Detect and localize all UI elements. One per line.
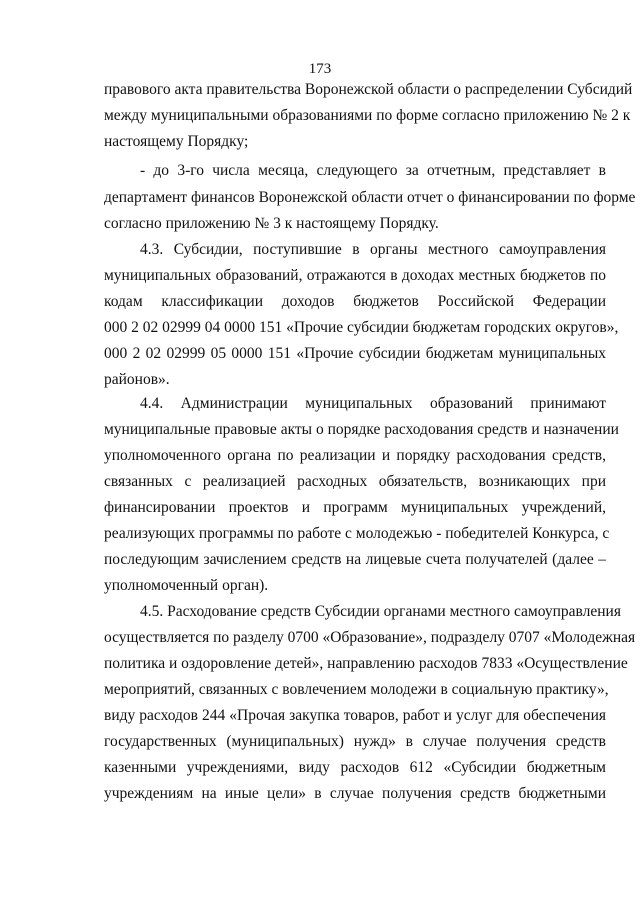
text-line: кодам классификации доходов бюджетов Российской Федерации — [104, 293, 606, 310]
text-line: мероприятий, связанных с вовлечением молодежи в социальную практику», — [104, 681, 609, 698]
text-line: казенными учреждениями, виду расходов 612 «Субсидии бюджетным — [104, 759, 606, 776]
text-line: районов». — [104, 371, 170, 388]
text-line: муниципальных образований, отражаются в доходах местных бюджетов по — [104, 267, 606, 284]
text-line: виду расходов 244 «Прочая закупка товаров, работ и услуг для обеспечения — [104, 707, 606, 724]
text-line: 000 2 02 02999 05 0000 151 «Прочие субсидии бюджетам муниципальных — [104, 345, 606, 362]
text-line: политика и оздоровление детей», направлению расходов 7833 «Осуществление — [104, 655, 628, 672]
text-line: настоящему Порядку; — [104, 133, 249, 150]
text-line: 4.4. Администрации муниципальных образований принимают — [140, 395, 606, 412]
text-line: правового акта правительства Воронежской области о распределении Субсидий — [104, 81, 633, 98]
page-number: 173 — [308, 61, 332, 77]
text-line: учреждениям на иные цели» в случае получения средств бюджетными — [104, 785, 606, 802]
text-line: - до 3-го числа месяца, следующего за отчетным, представляет в — [140, 162, 606, 179]
text-line: между муниципальными образованиями по форме согласно приложению № 2 к — [104, 107, 631, 124]
text-line: государственных (муниципальных) нужд» в случае получения средств — [104, 733, 606, 750]
text-line: осуществляется по разделу 0700 «Образование», подразделу 0707 «Молодежная — [104, 629, 636, 646]
text-line: связанных с реализацией расходных обязательств, возникающих при — [104, 473, 606, 490]
text-line: 4.3. Субсидии, поступившие в органы местного самоуправления — [140, 241, 606, 258]
text-line: уполномоченный орган). — [104, 577, 269, 594]
text-line: департамент финансов Воронежской области отчет о финансировании по форме — [104, 189, 636, 206]
text-line: уполномоченного органа по реализации и порядку расходования средств, — [104, 447, 606, 464]
text-line: последующим зачислением средств на лицевые счета получателей (далее – — [104, 551, 606, 568]
text-line: согласно приложению № 3 к настоящему Порядку. — [104, 215, 439, 232]
text-line: финансировании проектов и программ муниципальных учреждений, — [104, 499, 606, 516]
text-line: 4.5. Расходование средств Субсидии органами местного самоуправления — [140, 603, 621, 620]
text-line: муниципальные правовые акты о порядке расходования средств и назначении — [104, 421, 619, 438]
text-line: 000 2 02 02999 04 0000 151 «Прочие субсидии бюджетам городских округов», — [104, 319, 619, 336]
text-line: реализующих программы по работе с молодежью - победителей Конкурса, с — [104, 525, 610, 542]
